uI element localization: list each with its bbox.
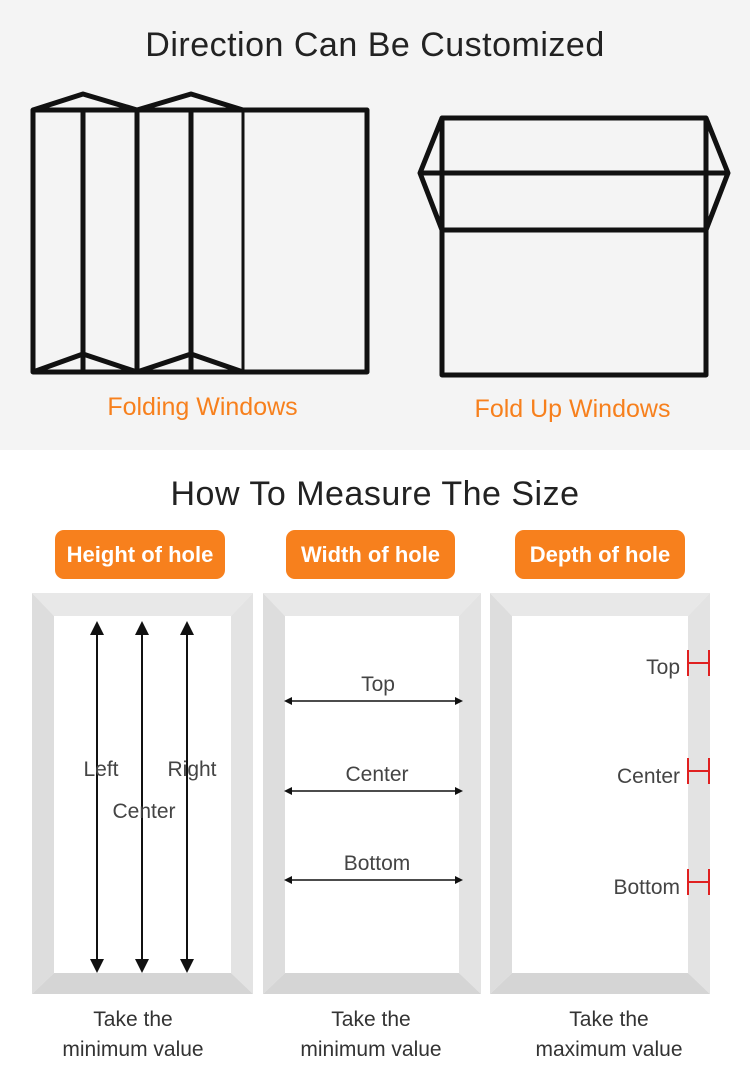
width-of-hole-tag: Width of hole	[286, 530, 455, 579]
width-caption	[262, 1005, 480, 1065]
height-of-hole-tag: Height of hole	[55, 530, 225, 579]
depth-caption	[500, 1005, 718, 1065]
height-caption-line1: Take the	[93, 1008, 173, 1031]
height-right-label: Right	[167, 758, 217, 781]
height-caption	[24, 1005, 242, 1065]
width-caption-line1: Take the	[331, 1008, 411, 1031]
measure-heading: How To Measure The Size	[170, 475, 580, 513]
folding-window-diagram	[25, 88, 380, 378]
width-top-label: Top	[361, 673, 395, 696]
customize-heading: Direction Can Be Customized	[145, 26, 605, 64]
depth-top-label: Top	[646, 656, 680, 679]
depth-caption-line2: maximum value	[535, 1038, 683, 1061]
depth-center-label: Center	[616, 765, 680, 788]
height-caption-line2: minimum value	[62, 1038, 204, 1061]
depth-of-hole-tag: Depth of hole	[515, 530, 685, 579]
width-caption-line2: minimum value	[300, 1038, 442, 1061]
width-bottom-label: Bottom	[343, 852, 411, 875]
height-left-label: Left	[83, 758, 119, 781]
fold-up-window-diagram	[412, 110, 740, 382]
fold-up-windows-label: Fold Up Windows	[474, 395, 671, 423]
width-frame	[263, 593, 481, 994]
depth-caption-line1: Take the	[569, 1008, 649, 1031]
folding-windows-label: Folding Windows	[107, 393, 298, 421]
width-center-label: Center	[345, 763, 409, 786]
height-frame	[32, 593, 253, 994]
height-center-label: Center	[112, 800, 176, 823]
depth-frame	[490, 593, 710, 994]
depth-bottom-label: Bottom	[613, 876, 680, 899]
